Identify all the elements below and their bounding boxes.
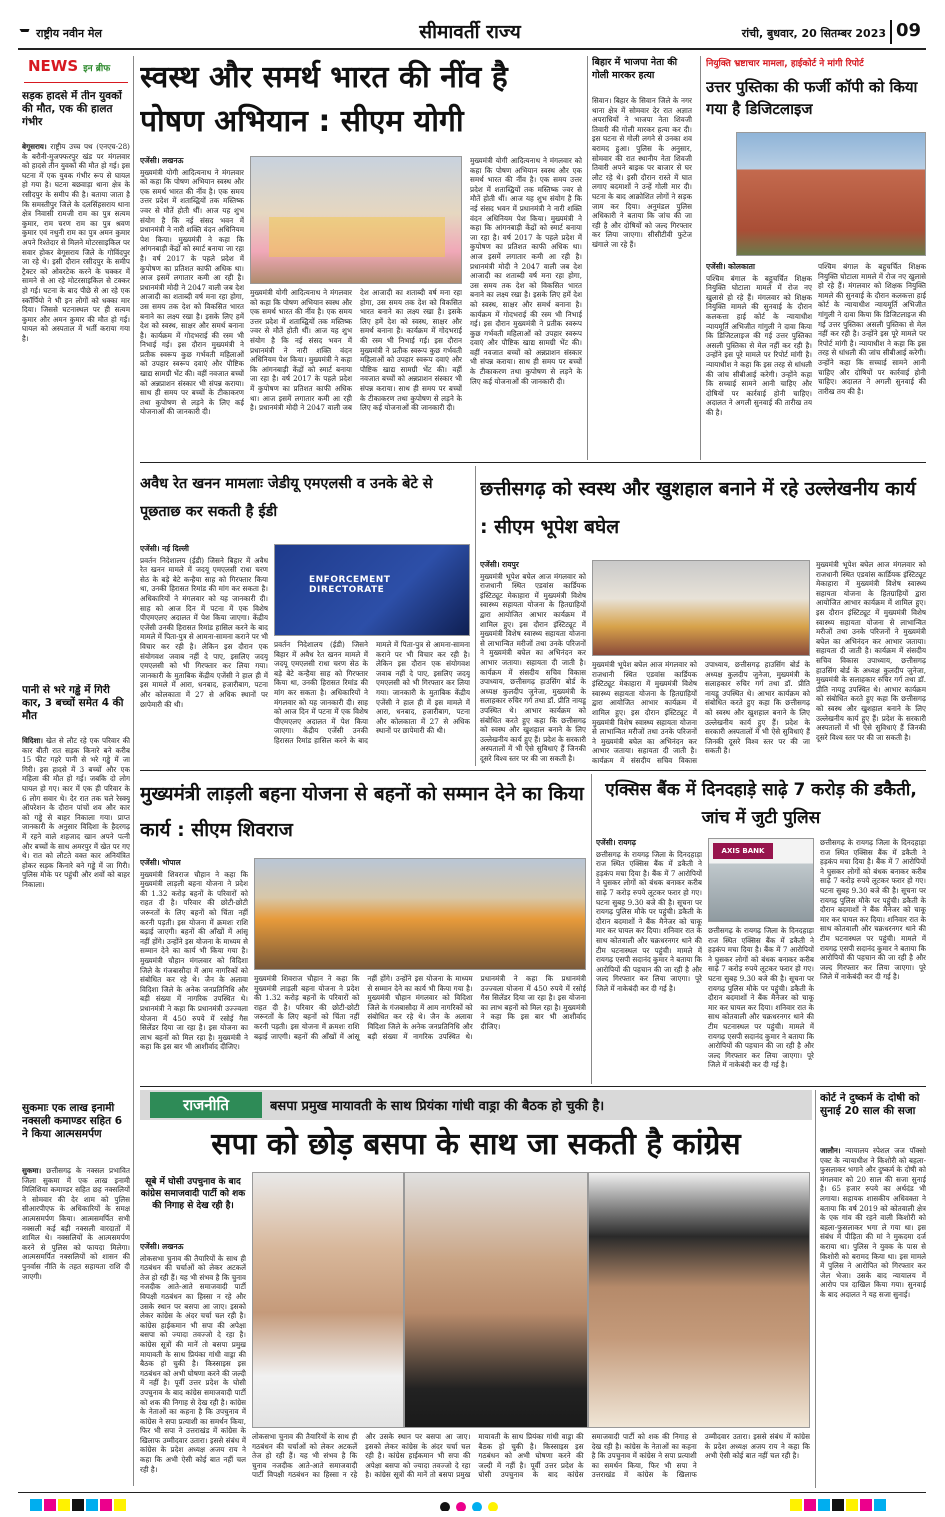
- bihar-text: सिवान। बिहार के सिवान जिले के नगर थाना क्षेत्र में सोमवार देर रात अज्ञात अपराधियों ने भाजपा नेता शिवजी तिवारी की गोली मारकर हत्या कर दी। इस घटना से गोली लगने से उनका शव बरामद हुआ। पुलिस के अनुसार, सोमवार की रात स्थानीय नेता शिवजी तिवारी अपने बाइक पर बाजार से घर लौट रहे थे। इसी दौरान रास्ते में घात लगाए बदमाशों ने उन्हें गोली मार दी। घटना के बाद आक्रोशित लोगों ने सड़क जाम कर दिया। अनुमंडल पुलिस अधिकारी ने बताया कि जांच की जा रही है और दोषियों को जल्द गिरफ्तार कर लिया जाएगा। सीसीटीवी फुटेज खंगाले जा रहे हैं।: [592, 96, 692, 249]
- politics-side-quote: सूबे में घोसी उपचुनाव के बाद कांग्रेस समाजवादी पार्टी को शक की निगाह से देख रही है।: [140, 1177, 246, 1211]
- lead-photo: [250, 156, 462, 284]
- color-registration-left: [30, 1496, 170, 1512]
- brand-logo: [18, 22, 148, 46]
- ed-sign-text: ENFORCEMENT DIRECTORATE: [309, 575, 391, 595]
- row-rule-1: [140, 462, 926, 463]
- high-court-photo: [736, 132, 926, 256]
- court-headline: कोर्ट ने दुष्कर्म के दोषी को सुनाई 20 साल की सजा: [820, 1092, 920, 1117]
- brief-body-2: खेत से लौट रहे एक परिवार की कार बीती रात सड़क किनारे बने करीब 15 फीट गहरे पानी से भरे गड्ढे में जा गिरी। इस हादसे में 3 बच्चों और एक महिला की मौत हो गई। जबकि दो लोग घायल हो गए। कार में एक ही परिवार के 6 लोग सवार थे। देर रात तक चले रेस्क्यू ऑपरेशन के दौरान पांचों शव और कार को गड्ढे से बाहर निकाला गया। प्राप्त जानकारी के अनुसार विदिशा के हैदरगढ़ में रहने वाले शहजाद खान अपने पत्नी और बच्चों के साथ अमरपुर में खेत पर गए थे। रात को लौटते वक्त कार अनियंत्रित होकर सड़क किनारे बने गड्ढे में जा गिरी। पुलिस मौके पर पहुंची और शवों को बाहर निकाला।: [22, 736, 130, 889]
- column-divider-axis: [591, 774, 592, 1084]
- ed-byline: एजेंसी। नई दिल्ली: [140, 544, 189, 553]
- shivraj-text-col-1: [140, 858, 248, 1080]
- axis-bank-sign: AXIS BANK: [713, 843, 773, 859]
- politics-headline: सपा को छोड़ बसपा के साथ जा सकती है कांग्रेस: [211, 1127, 741, 1162]
- bihar-headline: बिहार में भाजपा नेता की गोली मारकर हत्या: [592, 57, 678, 81]
- column-divider-bihar: [587, 56, 588, 460]
- ed-text-col-1: [140, 544, 268, 766]
- ed-headline-text: अवैध रेत खनन मामलाः जेडीयू एमएलसी व उनके बेटे से पूछताछ कर सकती है ईडी: [140, 476, 433, 520]
- page-number: 09: [896, 20, 922, 41]
- court-text: [820, 1146, 926, 1486]
- calcutta-text-col-2: पश्चिम बंगाल के बहुचर्चित शिक्षक नियुक्ति घोटाला मामले में रोज नए खुलासे हो रहे हैं। मंगलवार को शिक्षक नियुक्ति मामले की सुनवाई के दौरान कलकत्ता हाई कोर्ट के न्यायाधीश न्यायमूर्ति अभिजीत गांगुली ने दावा किया कि डिजिटलाइज की गई उत्तर पुस्तिका असली पुस्तिका से मेल नहीं कर रही है। उन्होंने इस पूरे मामले पर रिपोर्ट मांगी है। न्यायाधीश ने कहा कि इस तरह से धांधली की जांच सीबीआई करेगी। उन्होंने कहा कि सच्चाई सामने आनी चाहिए और दोषियों पर कार्रवाई होनी चाहिए। अदालत ने अगली सुनवाई की तारीख तय की है।: [818, 262, 926, 396]
- cg-body: मुख्यमंत्री भूपेश बघेल आज मंगलवार को राजधानी स्थित एडवांस कार्डियक इंस्टिट्यूट मेकाहारा में मुख्यमंत्री विशेष स्वास्थ्य सहायता योजना के हितग्राहियों द्वारा आयोजित आभार कार्यक्रम में शामिल हुए। इस दौरान इंस्टिट्यूट में मुख्यमंत्री विशेष स्वास्थ्य सहायता योजना से लाभान्वित मरीजों तथा उनके परिजनों ने मुख्यमंत्री बघेल का अभिनंदन कर आभार जताया। सहायता दी जाती है। कार्यक्रम में संसदीय सचिव विकास उपाध्याय, छत्तीसगढ़ हाउसिंग बोर्ड के अध्यक्ष कुलदीप जुनेजा, मुख्यमंत्री के सलाहकार रुचिर गर्ग तथा डॉ. प्रीति नायडू उपस्थित थे। आभार कार्यक्रम को संबोधित करते हुए कहा कि छत्तीसगढ़ को स्वस्थ और खुशहाल बनाने के लिए उल्लेखनीय कार्य हुए हैं। प्रदेश के सरकारी अस्पतालों में भी ऐसे सुविधाएं हैं जिनकी दूसरे विश्व स्तर पर की जा सकती है।: [480, 571, 586, 763]
- calcutta-text-col-1: [706, 262, 812, 458]
- ed-body: प्रवर्तन निदेशालय (ईडी) जिसने बिहार में अवैध रेत खनन मामले में जदयू एमएलसी राधा चरण सेठ के बड़े बेटे कन्हैया साह को गिरफ्तार किया था, उनकी हिरासत रिमांड की मांग कर सकता है। अधिकारियों ने मंगलवार को यह जानकारी दी। साह को आज दिन में पटना में एक विशेष पीएमएलए अदालत में पेश किया जाएगा। केंद्रीय एजेंसी उनकी हिरासत रिमांड हासिल करने के बाद मामले में पिता-पुत्र से आमना-सामना कराने पर भी विचार कर रही है। लेकिन इस दौरान एक संयोगवश जवाब नहीं दे पाए, इसलिए जदयू एमएलसी को भी गिरफ्तार कर लिया गया। जानकारी के मुताबिक केंद्रीय एजेंसी ने हाल ही में इस मामले में आरा, धनबाद, हजारीबाग, पटना और कोलकाता में 27 से अधिक स्थानों पर छापेमारी की थी।: [140, 555, 268, 709]
- shivraj-headline: मुख्यमंत्री लाड़ली बहना योजना से बहनों को सम्मान देने का किया कार्य : सीएम शिवराज: [140, 783, 584, 841]
- bird-icon: [18, 29, 29, 37]
- color-dots: [440, 1497, 520, 1511]
- cg-text-col-1: [480, 560, 586, 766]
- politics-text-col-1: [140, 1242, 246, 1486]
- masthead-rule: [18, 48, 926, 50]
- shivraj-text-col-2: मुख्यमंत्री शिवराज चौहान ने कहा कि मुख्यमंत्री लाड़ली बहना योजना ने प्रदेश की 1.32 करोड़ बहनों के परिवारों को राहत दी है। परिवार की छोटी-छोटी जरूरतों के लिए बहनों को चिंता नहीं करनी पड़ती। इस योजना में क्रमशः राशि बढ़ाई जाएगी। बहनों की आँखों में आंसू नहीं होंगे। उन्होंने इस योजना के माध्यम से सम्मान देने का कार्य भी किया गया है। मुख्यमंत्री चौहान मंगलवार को विदिशा जिले के गंजबासौदा में आम नागरिकों को संबोधित कर रहे थे। जैन के अलावा विदिशा जिले के अनेक जनप्रतिनिधि और बड़ी संख्या में नागरिक उपस्थित थे। प्रधानमंत्री ने कहा कि प्रधानमंत्री उज्ज्वला योजना में 450 रुपये में रसोई गैस सिलेंडर दिया जा रहा है। इस योजना का लाभ बहनों को मिल रहा है। मुख्यमंत्री ने कहा कि इस बार भी आशीर्वाद दीजिए।: [254, 974, 586, 1041]
- row-rule-3: [140, 1086, 926, 1087]
- shivraj-body: मुख्यमंत्री शिवराज चौहान ने कहा कि मुख्यमंत्री लाड़ली बहना योजना ने प्रदेश की 1.32 करोड़ बहनों के परिवारों को राहत दी है। परिवार की छोटी-छोटी जरूरतों के लिए बहनों को चिंता नहीं करनी पड़ती। इस योजना में क्रमशः राशि बढ़ाई जाएगी। बहनों की आँखों में आंसू नहीं होंगे। उन्होंने इस योजना के माध्यम से सम्मान देने का कार्य भी किया गया है। मुख्यमंत्री चौहान मंगलवार को विदिशा जिले के गंजबासौदा में आम नागरिकों को संबोधित कर रहे थे। जैन के अलावा विदिशा जिले के अनेक जनप्रतिनिधि और बड़ी संख्या में नागरिक उपस्थित थे। प्रधानमंत्री ने कहा कि प्रधानमंत्री उज्ज्वला योजना में 450 रुपये में रसोई गैस सिलेंडर दिया जा रहा है। इस योजना का लाभ बहनों को मिल रहा है। मुख्यमंत्री ने कहा कि इस बार भी आशीर्वाद दीजिए।: [140, 869, 248, 1052]
- mayawati-photo: [588, 1172, 810, 1428]
- calcutta-headline: उत्तर पुस्तिका की फर्जी कॉपी को किया गया है डिजिटलाइज: [706, 78, 918, 118]
- cg-headline: छत्तीसगढ़ को स्वस्थ और खुशहाल बनाने में रहे उल्लेखनीय कार्य : सीएम भूपेश बघेल: [480, 478, 916, 538]
- court-place: जालौन।: [820, 1146, 841, 1155]
- brief-place-1: बेगूसराय।: [22, 142, 47, 151]
- brief-body-3: छत्तीसगढ़ के नक्सल प्रभावित जिला सुकमा में एक लाख इनामी मिलिशिया कमाण्डर सहित छह नक्सलियों ने सोमवार की देर शाम को पुलिस सीआरपीएफ के अधिकारियों के समक्ष आत्मसमर्पण किया। आत्मसमर्पित सभी नक्सली कई बड़ी नक्सली वारदातों में शामिल थे। नक्सलियों के आत्मसमर्पण करने से पुलिस को फायदा मिलेगा। आत्मसमर्पित नक्सलियों को शासन की पुनर्वास नीति के तहत सहायता राशि दी जाएगी।: [22, 1166, 130, 1281]
- in-brief-tag: इन ब्रीफ: [83, 64, 111, 74]
- brief-text-3: [22, 1166, 130, 1486]
- brief-body-1: राष्ट्रीय उच्च पथ (एनएच-28) के बरौनी-मुजफ्फरपुर खंड पर मंगलवार को हादसे तीन युवकों की मौत हो गई। इस घटना में एक युवक गंभीर रूप से घायल हो गया है। घटना बछवाड़ा थाना क्षेत्र के रसीदपुर के समीप की है। बताया जाता है कि समस्तीपुर जिले के दलसिंहसराय थाना क्षेत्र निवासी रामजी राम का पुत्र सत्यम कुमार, राम चरण राम का पुत्र श्रवण कुमार एवं नथुनी राम का पुत्र अमन कुमार अपने रिश्तेदार से मिलने मोटरसाइकिल पर सवार होकर बेगूसराय जिले के गोविंदपुर जा रहे थे। इसी दौरान रसीदपुर के समीप ट्रैक्टर को ओवरटेक करने के चक्कर में सामने से आ रहे मोटरसाइकिल से टक्कर हो गई। घटना के बाद पीछे से आ रहे एक स्कॉर्पियो ने भी इन लोगों को धक्का मार दिया। जिससे घटनास्थल पर ही सत्यम कुमार और अमन कुमार की मौत हो गई। घायल को अस्पताल में भर्ती कराया गया है।: [22, 142, 130, 343]
- brief-text-1: [22, 142, 130, 672]
- ed-headline: [140, 470, 472, 534]
- row-rule-2: [140, 770, 926, 771]
- lead-headline: स्वस्थ और समर्थ भारत की नींव है पोषण अभियान : सीएम योगी: [140, 60, 508, 139]
- news-brief-header: [28, 56, 128, 82]
- brief-place-2: विदिशा।: [22, 736, 44, 745]
- column-divider-calcutta: [700, 56, 701, 460]
- ed-text-col-2: प्रवर्तन निदेशालय (ईडी) जिसने बिहार में अवैध रेत खनन मामले में जदयू एमएलसी राधा चरण सेठ के बड़े बेटे कन्हैया साह को गिरफ्तार किया था, उनकी हिरासत रिमांड की मांग कर सकता है। अधिकारियों ने मंगलवार को यह जानकारी दी। साह को आज दिन में पटना में एक विशेष पीएमएलए अदालत में पेश किया जाएगा। केंद्रीय एजेंसी उनकी हिरासत रिमांड हासिल करने के बाद मामले में पिता-पुत्र से आमना-सामना कराने पर भी विचार कर रही है। लेकिन इस दौरान एक संयोगवश जवाब नहीं दे पाए, इसलिए जदयू एमएलसी को भी गिरफ्तार कर लिया गया। जानकारी के मुताबिक केंद्रीय एजेंसी ने हाल ही में इस मामले में आरा, धनबाद, हजारीबाग, पटना और कोलकाता में 27 से अधिक स्थानों पर छापेमारी की थी।: [274, 640, 470, 745]
- lead-text-col-1: [140, 156, 244, 456]
- axis-byline: एजेंसी। रायगढ़: [596, 838, 636, 847]
- lead-body-cont-2: मुख्यमंत्री योगी आदित्यनाथ ने मंगलवार को कहा कि पोषण अभियान स्वस्थ और एक समर्थ भारत की नींव है। एक समय उत्तर प्रदेश में शताब्द्वियों तक मस्तिष्क ज्वर से मौतें होती थीं। आज यह शुभ संयोग है कि नई संसद भवन में प्रधानमंत्री ने नारी शक्ति वंदन अधिनियम पेश किया। मुख्यमंत्री ने कहा कि आंगनबाड़ी केंद्रों को स्मार्ट बनाया जा रहा है। वर्ष 2017 के पहले प्रदेश में कुपोषण का प्रतिशत काफी अधिक था। आज इसमें लगातार कमी आ रही है। प्रधानमंत्री मोदी ने 2047 वाली जब देश आजादी का शताब्दी वर्ष मना रहा होगा, उस समय तक देश को विकसित भारत बनाने का लक्ष्य रखा है। इसके लिए हमें देश को स्वस्थ, साक्षर और समर्थ बनाना है। कार्यक्रम में गोदभराई की रस्म भी निभाई गई। इस दौरान मुख्यमंत्री ने प्रतीक स्वरूप कुछ गर्भवती महिलाओं को उपहार स्वरूप दवाएं और पौष्टिक खाद्य सामग्री भेंट की। वहीं नवजात बच्चों को अन्नप्राशन संस्कार भी संपन्न कराया। साथ ही समय पर बच्चों के टीकाकरण तथा कुपोषण से लड़ने के लिए कई योजनाओं की जानकारी दी।: [470, 156, 582, 386]
- lead-byline: एजेंसी। लखनऊ: [140, 156, 184, 165]
- color-registration-right: [790, 1496, 930, 1512]
- shivraj-photo: [254, 858, 586, 970]
- calcutta-kicker: नियुक्ति भ्रष्टाचार मामला, हाईकोर्ट ने मांगी रिपोर्ट: [706, 59, 864, 69]
- dateline: रांची, बुधवार, 20 सितम्बर 2023: [741, 27, 886, 40]
- lead-body: मुख्यमंत्री योगी आदित्यनाथ ने मंगलवार को कहा कि पोषण अभियान स्वस्थ और एक समर्थ भारत की नींव है। एक समय उत्तर प्रदेश में शताब्द्वियों तक मस्तिष्क ज्वर से मौतें होती थीं। आज यह शुभ संयोग है कि नई संसद भवन में प्रधानमंत्री ने नारी शक्ति वंदन अधिनियम पेश किया। मुख्यमंत्री ने कहा कि आंगनबाड़ी केंद्रों को स्मार्ट बनाया जा रहा है। वर्ष 2017 के पहले प्रदेश में कुपोषण का प्रतिशत काफी अधिक था। आज इसमें लगातार कमी आ रही है। प्रधानमंत्री मोदी ने 2047 वाली जब देश आजादी का शताब्दी वर्ष मना रहा होगा, उस समय तक देश को विकसित भारत बनाने का लक्ष्य रखा है। इसके लिए हमें देश को स्वस्थ, साक्षर और समर्थ बनाना है। कार्यक्रम में गोदभराई की रस्म भी निभाई गई। इस दौरान मुख्यमंत्री ने प्रतीक स्वरूप कुछ गर्भवती महिलाओं को उपहार स्वरूप दवाएं और पौष्टिक खाद्य सामग्री भेंट की। वहीं नवजात बच्चों को अन्नप्राशन संस्कार भी संपन्न कराया। साथ ही समय पर बच्चों के टीकाकरण तथा कुपोषण से लड़ने के लिए कई योजनाओं की जानकारी दी।: [140, 167, 244, 417]
- brief-place-3: सुकमा।: [22, 1166, 42, 1175]
- column-divider-cg: [475, 466, 476, 766]
- column-divider-court: [815, 1090, 816, 1488]
- stage-backdrop: [269, 217, 445, 257]
- politics-text-bottom: लोकसभा चुनाव की तैयारियों के साथ ही गठबंधन की चर्चाओं को लेकर अटकलें तेज हो रही हैं। यह भी संभव है कि चुनाव नजदीक आते-आते समाजवादी पार्टी विपक्षी गठबंधन का हिस्सा न रहे और उसके स्थान पर बसपा आ जाए। इसको लेकर कांग्रेस के अंदर चर्चा चल रही है। कांग्रेस हाईकमान भी सपा की अपेक्षा बसपा को ज्यादा तवज्जो दे रहा है। कांग्रेस सूत्रों की मानें तो बसपा प्रमुख मायावती के साथ प्रियंका गांधी वाड्रा की बैठक हो चुकी है। किस्साइस इस गठबंधन को अभी घोषणा करने की जल्दी में नहीं है। पूर्वी उत्तर प्रदेश के घोसी उपचुनाव के बाद कांग्रेस समाजवादी पार्टी को शक की निगाह से देख रही है। कांग्रेस के नेताओं का कहना है कि उपचुनाव में कांग्रेस ने सपा प्रत्याशी का समर्थन किया, फिर भी सपा ने उत्तराखंड में कांग्रेस के खिलाफ उम्मीदवार उतारा। इससे संबंध में कांग्रेस के प्रदेश अध्यक्ष अजय राय ने कहा कि अभी ऐसी कोई बात नहीं चल रही है।: [252, 1432, 810, 1480]
- calcutta-byline: एजेंसी। कोलकाता: [706, 262, 755, 271]
- news-label: NEWS: [28, 57, 79, 75]
- lead-text-col-2: [250, 288, 462, 458]
- brief-text-2: [22, 736, 130, 1096]
- brief-title-3: सुकमाः एक लाख इनामी नक्सली कमाण्डर सहित 6 ने किया आत्मसमर्पण: [22, 1102, 123, 1140]
- court-body: न्यायालय स्पेशल जज पॉक्सो एक्ट के न्यायाधीश ने किशोरी को बहला-फुसलाकर भगाने और दुष्कर्म के दोषी को मंगलवार को 20 साल की सजा सुनाई है। 65 हजार रुपये का अर्थदंड भी लगाया। सहायक शासकीय अधिवक्ता ने बताया कि वर्ष 2019 को कोतवाली क्षेत्र के एक गांव की रहने वाली किशोरी को बहला-फुसलाकर भगा ले गया था। इस संबंध में पीड़िता की मां ने मुकदमा दर्ज कराया था। पुलिस ने युवक के पास से किशोरी को बरामद किया था। इस मामले में पुलिस ने आरोपित को गिरफ्तार कर जेल भेजा। उसके बाद न्यायालय में आरोप पत्र दाखिल किया गया। सुनवाई के बाद अदालत ने यह सजा सुनाई।: [820, 1146, 926, 1299]
- axis-body: छत्तीसगढ़ के रायगढ़ जिला के दिनदहाड़ा राज स्थित एक्सिस बैंक में डकैती ने हड़कंप मचा दिया है। बैंक में 7 आरोपियों ने घुसकर लोगों को बंधक बनाकर करीब साढ़े 7 करोड़ रुपये लूटकर फरार हो गए। घटना सुबह 9.30 बजे की है। सूचना पर रायगढ़ पुलिस मौके पर पहुंची। डकैती के दौरान बदमाशों ने बैंक मैनेजर को चाकू मार कर घायल कर दिया। शनिवार रात के साथ कोतवाली और चक्रधरनगर थाने की टीम घटनास्थल पर पहुंची। मामले में रायगढ़ एसपी सदानंद कुमार ने बताया कि आरोपियों की पहचान की जा रही है और जल्द गिरफ्तार कर लिया जाएगा। पूरे जिले में नाकेबंदी कर दी गई है।: [596, 849, 702, 993]
- axis-text-col-1: [596, 838, 702, 1080]
- politics-kicker: बसपा प्रमुख मायावती के साथ प्रियंका गांधी वाड्रा की बैठक हो चुकी है।: [270, 1099, 605, 1114]
- axis-headline: एक्सिस बैंक में दिनदहाड़े साढ़े 7 करोड़ की डकैती, जांच में जुटी पुलिस: [605, 780, 917, 828]
- shivraj-byline: एजेंसी। भोपाल: [140, 858, 181, 867]
- politics-byline: एजेंसी। लखनऊ: [140, 1242, 184, 1251]
- column-divider-left: [133, 56, 134, 1486]
- section-title: सीमावर्ती राज्य: [419, 21, 521, 43]
- masthead-divider: [890, 20, 892, 44]
- politics-body: लोकसभा चुनाव की तैयारियों के साथ ही गठबंधन की चर्चाओं को लेकर अटकलें तेज हो रही हैं। यह भी संभव है कि चुनाव नजदीक आते-आते समाजवादी पार्टी विपक्षी गठबंधन का हिस्सा न रहे और उसके स्थान पर बसपा आ जाए। इसको लेकर कांग्रेस के अंदर चर्चा चल रही है। कांग्रेस हाईकमान भी सपा की अपेक्षा बसपा को ज्यादा तवज्जो दे रहा है। कांग्रेस सूत्रों की मानें तो बसपा प्रमुख मायावती के साथ प्रियंका गांधी वाड्रा की बैठक हो चुकी है। किस्साइस इस गठबंधन को अभी घोषणा करने की जल्दी में नहीं है। पूर्वी उत्तर प्रदेश के घोसी उपचुनाव के बाद कांग्रेस समाजवादी पार्टी को शक की निगाह से देख रही है। कांग्रेस के नेताओं का कहना है कि उपचुनाव में कांग्रेस ने सपा प्रत्याशी का समर्थन किया, फिर भी सपा ने उत्तराखंड में कांग्रेस के खिलाफ उम्मीदवार उतारा। इससे संबंध में कांग्रेस के प्रदेश अध्यक्ष अजय राय ने कहा कि अभी ऐसी कोई बात नहीं चल रही है।: [140, 1253, 246, 1474]
- cg-text-col-3: मुख्यमंत्री भूपेश बघेल आज मंगलवार को राजधानी स्थित एडवांस कार्डियक इंस्टिट्यूट मेकाहारा में मुख्यमंत्री विशेष स्वास्थ्य सहायता योजना के हितग्राहियों द्वारा आयोजित आभार कार्यक्रम में शामिल हुए। इस दौरान इंस्टिट्यूट में मुख्यमंत्री विशेष स्वास्थ्य सहायता योजना से लाभान्वित मरीजों तथा उनके परिजनों ने मुख्यमंत्री बघेल का अभिनंदन कर आभार जताया। सहायता दी जाती है। कार्यक्रम में संसदीय सचिव विकास उपाध्याय, छत्तीसगढ़ हाउसिंग बोर्ड के अध्यक्ष कुलदीप जुनेजा, मुख्यमंत्री के सलाहकार रुचिर गर्ग तथा डॉ. प्रीति नायडू उपस्थित थे। आभार कार्यक्रम को संबोधित करते हुए कहा कि छत्तीसगढ़ को स्वस्थ और खुशहाल बनाने के लिए उल्लेखनीय कार्य हुए हैं। प्रदेश के सरकारी अस्पतालों में भी ऐसे सुविधाएं हैं जिनकी दूसरे विश्व स्तर पर की जा सकती है।: [816, 560, 926, 742]
- bottom-rule: [18, 1492, 926, 1493]
- axis-photo: [708, 838, 814, 922]
- brand-name: राष्ट्रीय नवीन मेल: [36, 27, 102, 40]
- axis-text-col-2: छत्तीसगढ़ के रायगढ़ जिला के दिनदहाड़ा राज स्थित एक्सिस बैंक में डकैती ने हड़कंप मचा दिया है। बैंक में 7 आरोपियों ने घुसकर लोगों को बंधक बनाकर करीब साढ़े 7 करोड़ रुपये लूटकर फरार हो गए। घटना सुबह 9.30 बजे की है। सूचना पर रायगढ़ पुलिस मौके पर पहुंची। डकैती के दौरान बदमाशों ने बैंक मैनेजर को चाकू मार कर घायल कर दिया। शनिवार रात के साथ कोतवाली और चक्रधरनगर थाने की टीम घटनास्थल पर पहुंची। मामले में रायगढ़ एसपी सदानंद कुमार ने बताया कि आरोपियों की पहचान की जा रही है और जल्द गिरफ्तार कर लिया जाएगा। पूरे जिले में नाकेबंदी कर दी गई है।: [708, 926, 814, 1070]
- cg-text-col-2: मुख्यमंत्री भूपेश बघेल आज मंगलवार को राजधानी स्थित एडवांस कार्डियक इंस्टिट्यूट मेकाहारा में मुख्यमंत्री विशेष स्वास्थ्य सहायता योजना के हितग्राहियों द्वारा आयोजित आभार कार्यक्रम में शामिल हुए। इस दौरान इंस्टिट्यूट में मुख्यमंत्री विशेष स्वास्थ्य सहायता योजना से लाभान्वित मरीजों तथा उनके परिजनों ने मुख्यमंत्री बघेल का अभिनंदन कर आभार जताया। सहायता दी जाती है। कार्यक्रम में संसदीय सचिव विकास उपाध्याय, छत्तीसगढ़ हाउसिंग बोर्ड के अध्यक्ष कुलदीप जुनेजा, मुख्यमंत्री के सलाहकार रुचिर गर्ग तथा डॉ. प्रीति नायडू उपस्थित थे। आभार कार्यक्रम को संबोधित करते हुए कहा कि छत्तीसगढ़ को स्वस्थ और खुशहाल बनाने के लिए उल्लेखनीय कार्य हुए हैं। प्रदेश के सरकारी अस्पतालों में भी ऐसे सुविधाएं हैं जिनकी दूसरे विश्व स्तर पर की जा सकती है।: [592, 660, 810, 765]
- rahul-gandhi-photo: [252, 1172, 404, 1428]
- brief-rule: [24, 82, 128, 83]
- lead-body-cont: मुख्यमंत्री योगी आदित्यनाथ ने मंगलवार को कहा कि पोषण अभियान स्वस्थ और एक समर्थ भारत की नींव है। एक समय उत्तर प्रदेश में शताब्द्वियों तक मस्तिष्क ज्वर से मौतें होती थीं। आज यह शुभ संयोग है कि नई संसद भवन में प्रधानमंत्री ने नारी शक्ति वंदन अधिनियम पेश किया। मुख्यमंत्री ने कहा कि आंगनबाड़ी केंद्रों को स्मार्ट बनाया जा रहा है। वर्ष 2017 के पहले प्रदेश में कुपोषण का प्रतिशत काफी अधिक था। आज इसमें लगातार कमी आ रही है। प्रधानमंत्री मोदी ने 2047 वाली जब देश आजादी का शताब्दी वर्ष मना रहा होगा, उस समय तक देश को विकसित भारत बनाने का लक्ष्य रखा है। इसके लिए हमें देश को स्वस्थ, साक्षर और समर्थ बनाना है। कार्यक्रम में गोदभराई की रस्म भी निभाई गई। इस दौरान मुख्यमंत्री ने प्रतीक स्वरूप कुछ गर्भवती महिलाओं को उपहार स्वरूप दवाएं और पौष्टिक खाद्य सामग्री भेंट की। वहीं नवजात बच्चों को अन्नप्राशन संस्कार भी संपन्न कराया। साथ ही समय पर बच्चों के टीकाकरण तथा कुपोषण से लड़ने के लिए कई योजनाओं की जानकारी दी।: [250, 288, 462, 413]
- politics-label: राजनीति: [150, 1092, 262, 1118]
- brief-title-1: सड़क हादसे में तीन युवकों की मौत, एक की हालत गंभीर: [22, 90, 122, 128]
- cg-photo: [592, 560, 810, 656]
- axis-text-col-3: छत्तीसगढ़ के रायगढ़ जिला के दिनदहाड़ा राज स्थित एक्सिस बैंक में डकैती ने हड़कंप मचा दिया है। बैंक में 7 आरोपियों ने घुसकर लोगों को बंधक बनाकर करीब साढ़े 7 करोड़ रुपये लूटकर फरार हो गए। घटना सुबह 9.30 बजे की है। सूचना पर रायगढ़ पुलिस मौके पर पहुंची। डकैती के दौरान बदमाशों ने बैंक मैनेजर को चाकू मार कर घायल कर दिया। शनिवार रात के साथ कोतवाली और चक्रधरनगर थाने की टीम घटनास्थल पर पहुंची। मामले में रायगढ़ एसपी सदानंद कुमार ने बताया कि आरोपियों की पहचान की जा रही है और जल्द गिरफ्तार कर लिया जाएगा। पूरे जिले में नाकेबंदी कर दी गई है।: [820, 838, 926, 982]
- cg-byline: एजेंसी। रायपुर: [480, 560, 519, 569]
- ed-photo: [274, 544, 470, 636]
- akhilesh-yadav-photo: [404, 1172, 588, 1428]
- brief-title-2: पानी से भरे गड्ढे में गिरी कार, 3 बच्चों समेत 4 की मौत: [22, 684, 124, 722]
- lead-text-col-3: [470, 156, 582, 456]
- calcutta-body: पश्चिम बंगाल के बहुचर्चित शिक्षक नियुक्ति घोटाला मामले में रोज नए खुलासे हो रहे हैं। मंगलवार को शिक्षक नियुक्ति मामले की सुनवाई के दौरान कलकत्ता हाई कोर्ट के न्यायाधीश न्यायमूर्ति अभिजीत गांगुली ने दावा किया कि डिजिटलाइज की गई उत्तर पुस्तिका असली पुस्तिका से मेल नहीं कर रही है। उन्होंने इस पूरे मामले पर रिपोर्ट मांगी है। न्यायाधीश ने कहा कि इस तरह से धांधली की जांच सीबीआई करेगी। उन्होंने कहा कि सच्चाई सामने आनी चाहिए और दोषियों पर कार्रवाई होनी चाहिए। अदालत ने अगली सुनवाई की तारीख तय की है।: [706, 273, 812, 417]
